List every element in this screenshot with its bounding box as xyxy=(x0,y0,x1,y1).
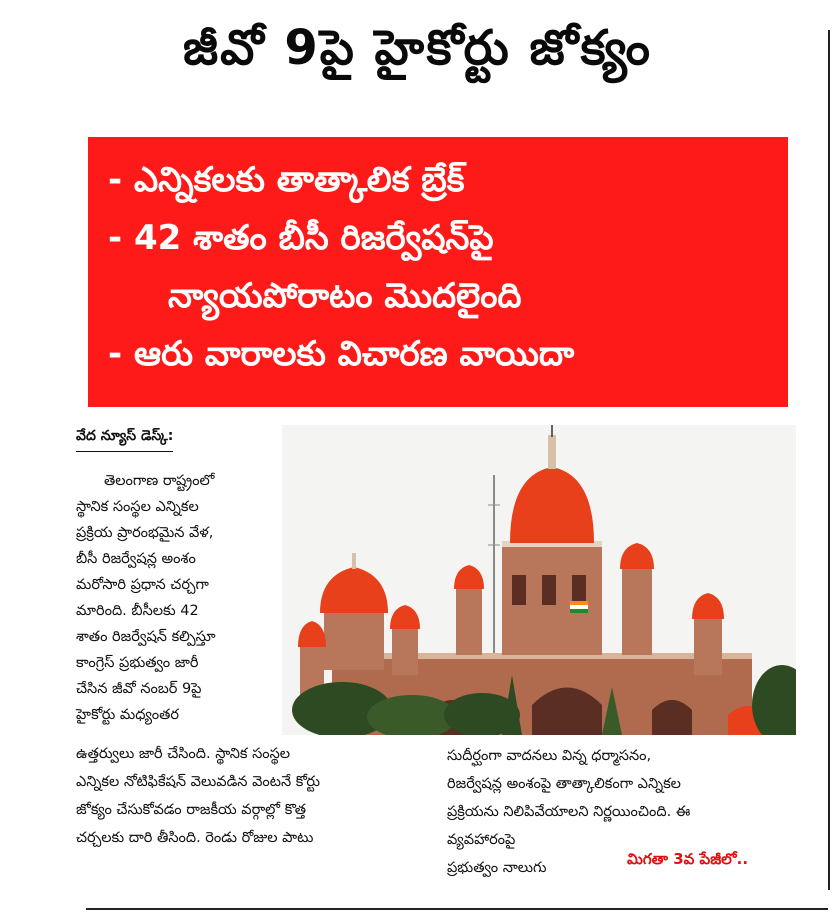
article-text-line: ప్రక్రియను నిలిపివేయాలని నిర్ణయించింది. ఈ xyxy=(447,804,691,820)
article-column-left xyxy=(76,468,296,728)
column-divider xyxy=(828,30,830,890)
article-text-line: జోక్యం చేసుకోవడం రాజకీయ వర్గాల్లో కొత్త xyxy=(76,802,307,818)
article-text-line: చేసిన జీవో నంబర్ 9పై xyxy=(76,681,202,697)
article-text-line: మారింది. బీసీలకు 42 xyxy=(76,603,199,619)
article-text-line: శాతం రిజర్వేషన్ కల్పిస్తూ xyxy=(76,629,216,645)
continuation-note: మిగతా 3వ పేజీలో.. xyxy=(627,850,749,868)
article-text-line: హైకోర్టు మధ్యంతర xyxy=(76,707,179,723)
highlight-line: - 42 శాతం బీసీ రిజర్వేషన్‌పై xyxy=(108,218,494,258)
article-text-line: తెలంగాణ రాష్ట్రంలో xyxy=(104,473,215,489)
highlight-line: - ఎన్నికలకు తాత్కాలిక బ్రేక్ xyxy=(108,160,465,200)
article-text-line: వ్యవహారంపై xyxy=(447,832,516,848)
byline: వేద న్యూస్ డెస్క్: xyxy=(76,428,173,452)
page-bottom-rule xyxy=(86,908,828,910)
high-court-building-icon xyxy=(282,425,796,735)
article-text-line: చర్చలకు దారి తీసింది. రెండు రోజుల పాటు xyxy=(76,830,314,846)
highlight-box xyxy=(88,137,788,407)
article-text-line: ప్రభుత్వం నాలుగు xyxy=(447,860,547,876)
article-text-line: మరోసారి ప్రధాన చర్చగా xyxy=(76,577,209,593)
article-text-line: బీసీ రిజర్వేషన్ల అంశం xyxy=(76,551,196,567)
highlight-line: న్యాయపోరాటం మొదలైంది xyxy=(168,276,522,316)
headline: జీవో 9పై హైకోర్టు జోక్యం xyxy=(182,20,653,76)
article-text-line: రిజర్వేషన్ల అంశంపై తాత్కాలికంగా ఎన్నికల xyxy=(447,776,681,792)
article-column-left-bottom xyxy=(76,740,436,852)
article-text-line: ఉత్తర్వులు జారీ చేసింది. స్థానిక సంస్థల xyxy=(76,746,291,762)
high-court-photo xyxy=(282,425,796,735)
article-text-line: కాంగ్రెస్ ప్రభుత్వం జారీ xyxy=(76,655,199,671)
article-text-line: సుదీర్ఘంగా వాదనలు విన్న ధర్మాసనం, xyxy=(447,748,652,764)
article-text-line: ఎన్నికల నోటిఫికేషన్ వెలువడిన వెంటనే కోర్టు xyxy=(76,774,320,790)
highlight-line: - ఆరు వారాలకు విచారణ వాయిదా xyxy=(108,334,575,374)
article-text-line: స్థానిక సంస్థల ఎన్నికల xyxy=(76,499,199,515)
article-text-line: ప్రక్రియ ప్రారంభమైన వేళ, xyxy=(76,525,214,541)
